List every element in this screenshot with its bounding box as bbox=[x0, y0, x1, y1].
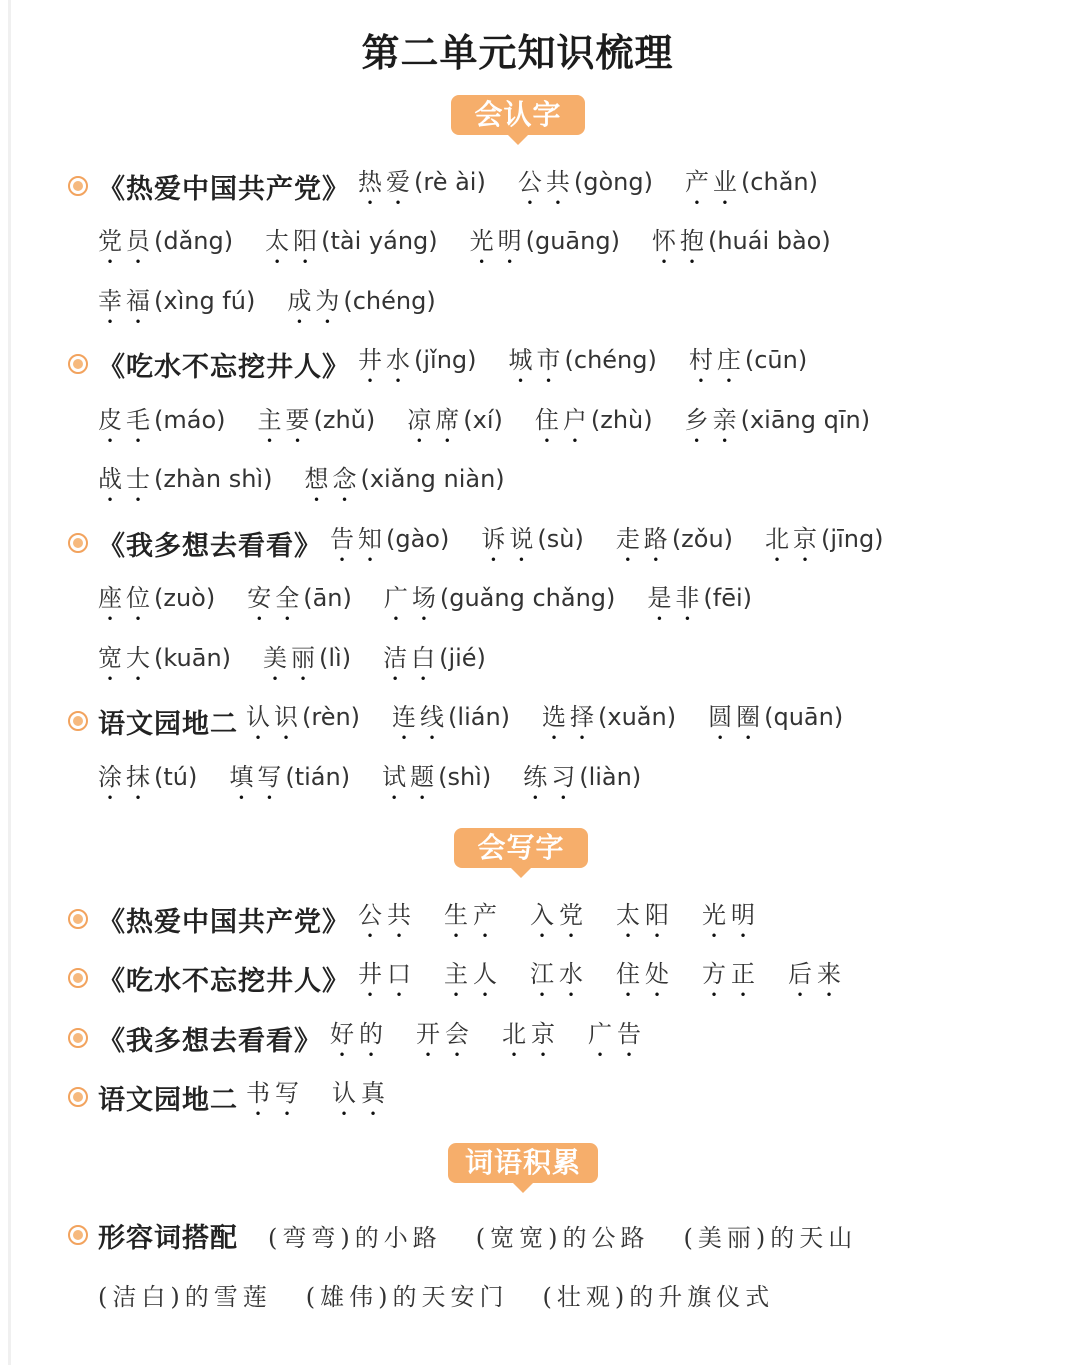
bullet-icon bbox=[68, 533, 88, 553]
vocab-characters: 诉说 bbox=[481, 525, 538, 553]
vocab-characters: 住户 bbox=[534, 406, 591, 434]
writing-word: 光明 bbox=[702, 901, 760, 929]
bullet-icon bbox=[68, 354, 88, 374]
vocab-characters: 走路 bbox=[615, 525, 672, 553]
write-row bbox=[98, 952, 874, 1004]
lesson-heading: 《我多想去看看》 bbox=[98, 1025, 322, 1057]
page-title: 第二单元知识梳理 bbox=[361, 31, 674, 75]
writing-word: 井口 bbox=[358, 960, 416, 988]
vocab-item bbox=[518, 162, 653, 210]
lesson-heading: 语文园地二 bbox=[98, 1084, 238, 1116]
vocab-characters: 战士 bbox=[98, 465, 154, 493]
read-row bbox=[98, 279, 468, 331]
vocab-pinyin: (rè ài) bbox=[414, 168, 486, 196]
vocab-characters: 怀抱 bbox=[651, 227, 708, 255]
lesson-heading: 形容词搭配 bbox=[98, 1222, 238, 1254]
vocab-characters: 幸福 bbox=[98, 287, 154, 315]
vocab-item bbox=[265, 221, 438, 269]
write-row bbox=[98, 893, 788, 945]
vocab-characters: 党员 bbox=[98, 227, 154, 255]
read-row bbox=[98, 338, 839, 390]
writing-word: 入党 bbox=[530, 901, 588, 929]
vocab-characters: 热爱 bbox=[358, 168, 414, 196]
vocab-item bbox=[304, 459, 504, 507]
vocab-pinyin: (huái bào) bbox=[707, 227, 831, 255]
section-label-read: 会认字 bbox=[451, 95, 585, 135]
vocab-characters: 公共 bbox=[517, 168, 574, 196]
vocab-characters: 光明 bbox=[469, 227, 526, 255]
section-label-words: 词语积累 bbox=[448, 1143, 598, 1183]
writing-word: 广告 bbox=[588, 1020, 646, 1048]
vocab-item bbox=[652, 221, 831, 269]
vocab-pinyin: (tài yáng) bbox=[321, 227, 438, 255]
vocab-item bbox=[689, 340, 807, 388]
vocab-characters: 涂抹 bbox=[98, 763, 154, 791]
vocab-characters: 是非 bbox=[647, 584, 704, 612]
read-row bbox=[98, 576, 784, 628]
vocab-item bbox=[358, 340, 477, 388]
vocab-pinyin: (ān) bbox=[303, 584, 352, 612]
phrase-row bbox=[98, 1268, 808, 1320]
vocab-pinyin: (xiāng qīn) bbox=[740, 406, 871, 434]
vocab-characters: 连线 bbox=[392, 703, 449, 731]
vocab-characters: 圆圈 bbox=[708, 703, 765, 731]
vocab-characters: 太阳 bbox=[265, 227, 322, 255]
vocab-item bbox=[246, 697, 360, 745]
vocab-characters: 洁白 bbox=[383, 644, 440, 672]
vocab-item bbox=[616, 519, 733, 567]
vocab-pinyin: (guǎng chǎng) bbox=[439, 584, 616, 612]
bullet-icon bbox=[68, 909, 88, 929]
vocab-item bbox=[384, 578, 616, 626]
vocab-pinyin: (kuān) bbox=[154, 644, 232, 672]
vocab-characters: 座位 bbox=[98, 584, 154, 612]
writing-word: 好的 bbox=[330, 1020, 388, 1048]
vocab-item bbox=[98, 221, 233, 269]
adjective-phrase: (美丽)的天山 bbox=[683, 1223, 858, 1252]
lesson-heading: 《吃水不忘挖井人》 bbox=[98, 965, 350, 997]
writing-word: 江水 bbox=[530, 960, 588, 988]
vocab-characters: 练习 bbox=[523, 763, 580, 791]
writing-word: 书写 bbox=[246, 1079, 304, 1107]
vocab-pinyin: (xí) bbox=[463, 406, 503, 434]
vocab-pinyin: (chéng) bbox=[564, 346, 657, 374]
vocab-pinyin: (chéng) bbox=[343, 287, 436, 315]
vocab-item bbox=[98, 281, 255, 329]
bullet-icon bbox=[68, 1087, 88, 1107]
vocab-characters: 试题 bbox=[382, 763, 439, 791]
vocab-characters: 产业 bbox=[684, 168, 741, 196]
vocab-item bbox=[481, 519, 583, 567]
vocab-item bbox=[383, 638, 486, 686]
vocab-item bbox=[98, 638, 231, 686]
vocab-item bbox=[470, 221, 620, 269]
vocab-pinyin: (lián) bbox=[448, 703, 511, 731]
read-row bbox=[98, 457, 537, 509]
vocab-pinyin: (tú) bbox=[154, 763, 198, 791]
vocab-item bbox=[407, 400, 503, 448]
writing-word: 公共 bbox=[358, 901, 416, 929]
read-row bbox=[98, 636, 518, 688]
write-row bbox=[98, 1071, 418, 1123]
vocab-pinyin: (xuǎn) bbox=[598, 703, 677, 731]
vocab-item bbox=[98, 400, 226, 448]
vocab-pinyin: (fēi) bbox=[703, 584, 752, 612]
vocab-characters: 美丽 bbox=[263, 644, 320, 672]
vocab-item bbox=[535, 400, 653, 448]
lesson-heading: 《我多想去看看》 bbox=[98, 530, 322, 562]
vocab-characters: 想念 bbox=[304, 465, 361, 493]
vocab-characters: 北京 bbox=[765, 525, 822, 553]
vocab-characters: 乡亲 bbox=[684, 406, 741, 434]
vocab-pinyin: (zǒu) bbox=[671, 525, 734, 553]
adjective-phrase: (洁白)的雪莲 bbox=[98, 1282, 272, 1311]
vocab-pinyin: (xiǎng niàn) bbox=[360, 465, 505, 493]
lesson-heading: 《吃水不忘挖井人》 bbox=[98, 351, 350, 383]
vocab-characters: 广场 bbox=[383, 584, 440, 612]
vocab-pinyin: (gòng) bbox=[573, 168, 653, 196]
vocab-characters: 宽大 bbox=[98, 644, 154, 672]
read-row bbox=[98, 755, 673, 807]
lesson-heading: 《热爱中国共产党》 bbox=[98, 173, 350, 205]
read-row bbox=[98, 398, 902, 450]
vocab-pinyin: (chǎn) bbox=[740, 168, 818, 196]
bullet-icon bbox=[68, 176, 88, 196]
section-label-write: 会写字 bbox=[454, 828, 588, 868]
vocab-characters: 告知 bbox=[330, 525, 386, 553]
bullet-icon bbox=[68, 1028, 88, 1048]
writing-word: 住处 bbox=[616, 960, 674, 988]
bullet-icon bbox=[68, 968, 88, 988]
vocab-characters: 主要 bbox=[257, 406, 314, 434]
left-border-line bbox=[8, 0, 11, 1365]
read-row bbox=[98, 160, 850, 212]
vocab-item bbox=[358, 162, 486, 210]
vocab-item bbox=[685, 162, 818, 210]
vocab-characters: 城市 bbox=[508, 346, 565, 374]
vocab-pinyin: (zhù) bbox=[590, 406, 653, 434]
vocab-characters: 井水 bbox=[358, 346, 414, 374]
vocab-item bbox=[542, 697, 676, 745]
vocab-pinyin: (lì) bbox=[319, 644, 352, 672]
vocab-item bbox=[647, 578, 752, 626]
vocab-pinyin: (tián) bbox=[285, 763, 351, 791]
vocab-pinyin: (zuò) bbox=[154, 584, 216, 612]
vocab-pinyin: (cūn) bbox=[744, 346, 808, 374]
read-row bbox=[98, 695, 875, 747]
vocab-characters: 村庄 bbox=[688, 346, 745, 374]
vocab-pinyin: (quān) bbox=[764, 703, 844, 731]
vocab-pinyin: (zhàn shì) bbox=[154, 465, 273, 493]
read-row bbox=[98, 219, 863, 271]
vocab-item bbox=[523, 757, 641, 805]
lesson-heading: 语文园地二 bbox=[98, 708, 238, 740]
bullet-icon bbox=[68, 711, 88, 731]
vocab-characters: 认识 bbox=[246, 703, 302, 731]
vocab-item bbox=[229, 757, 350, 805]
vocab-pinyin: (dǎng) bbox=[154, 227, 234, 255]
vocab-item bbox=[382, 757, 491, 805]
vocab-item bbox=[98, 578, 215, 626]
vocab-characters: 皮毛 bbox=[98, 406, 154, 434]
vocab-pinyin: (xìng fú) bbox=[154, 287, 256, 315]
writing-word: 方正 bbox=[702, 960, 760, 988]
vocab-item bbox=[247, 578, 352, 626]
vocab-item bbox=[287, 281, 435, 329]
vocab-pinyin: (zhǔ) bbox=[313, 406, 376, 434]
writing-word: 北京 bbox=[502, 1020, 560, 1048]
vocab-pinyin: (sù) bbox=[537, 525, 584, 553]
vocab-item bbox=[685, 400, 871, 448]
vocab-item bbox=[509, 340, 657, 388]
writing-word: 生产 bbox=[444, 901, 502, 929]
writing-word: 后来 bbox=[788, 960, 846, 988]
vocab-item bbox=[98, 459, 272, 507]
vocab-pinyin: (guāng) bbox=[525, 227, 620, 255]
bullet-icon bbox=[68, 1225, 88, 1245]
vocab-pinyin: (gào) bbox=[386, 525, 450, 553]
lesson-heading: 《热爱中国共产党》 bbox=[98, 906, 350, 938]
vocab-item bbox=[708, 697, 843, 745]
vocab-pinyin: (máo) bbox=[154, 406, 226, 434]
vocab-characters: 成为 bbox=[287, 287, 344, 315]
vocab-characters: 选择 bbox=[542, 703, 599, 731]
vocab-characters: 凉席 bbox=[407, 406, 464, 434]
adjective-phrase: (壮观)的升旗仪式 bbox=[542, 1282, 775, 1311]
vocab-pinyin: (jǐng) bbox=[414, 346, 477, 374]
vocab-pinyin: (jīng) bbox=[821, 525, 884, 553]
writing-word: 开会 bbox=[416, 1020, 474, 1048]
vocab-pinyin: (rèn) bbox=[302, 703, 361, 731]
vocab-item bbox=[258, 400, 376, 448]
phrase-row bbox=[98, 1209, 891, 1261]
vocab-pinyin: (jié) bbox=[439, 644, 486, 672]
writing-word: 太阳 bbox=[616, 901, 674, 929]
vocab-characters: 安全 bbox=[247, 584, 304, 612]
vocab-item bbox=[765, 519, 884, 567]
read-row bbox=[98, 517, 916, 569]
vocab-item bbox=[98, 757, 197, 805]
writing-word: 认真 bbox=[332, 1079, 390, 1107]
write-row bbox=[98, 1012, 674, 1064]
vocab-item bbox=[392, 697, 510, 745]
vocab-item bbox=[330, 519, 449, 567]
writing-word: 主人 bbox=[444, 960, 502, 988]
vocab-characters: 填写 bbox=[229, 763, 286, 791]
vocab-pinyin: (liàn) bbox=[579, 763, 642, 791]
vocab-pinyin: (shì) bbox=[438, 763, 492, 791]
adjective-phrase: (弯弯)的小路 bbox=[268, 1223, 442, 1252]
adjective-phrase: (宽宽)的公路 bbox=[475, 1223, 650, 1252]
adjective-phrase: (雄伟)的天安门 bbox=[305, 1282, 509, 1311]
vocab-item bbox=[263, 638, 351, 686]
